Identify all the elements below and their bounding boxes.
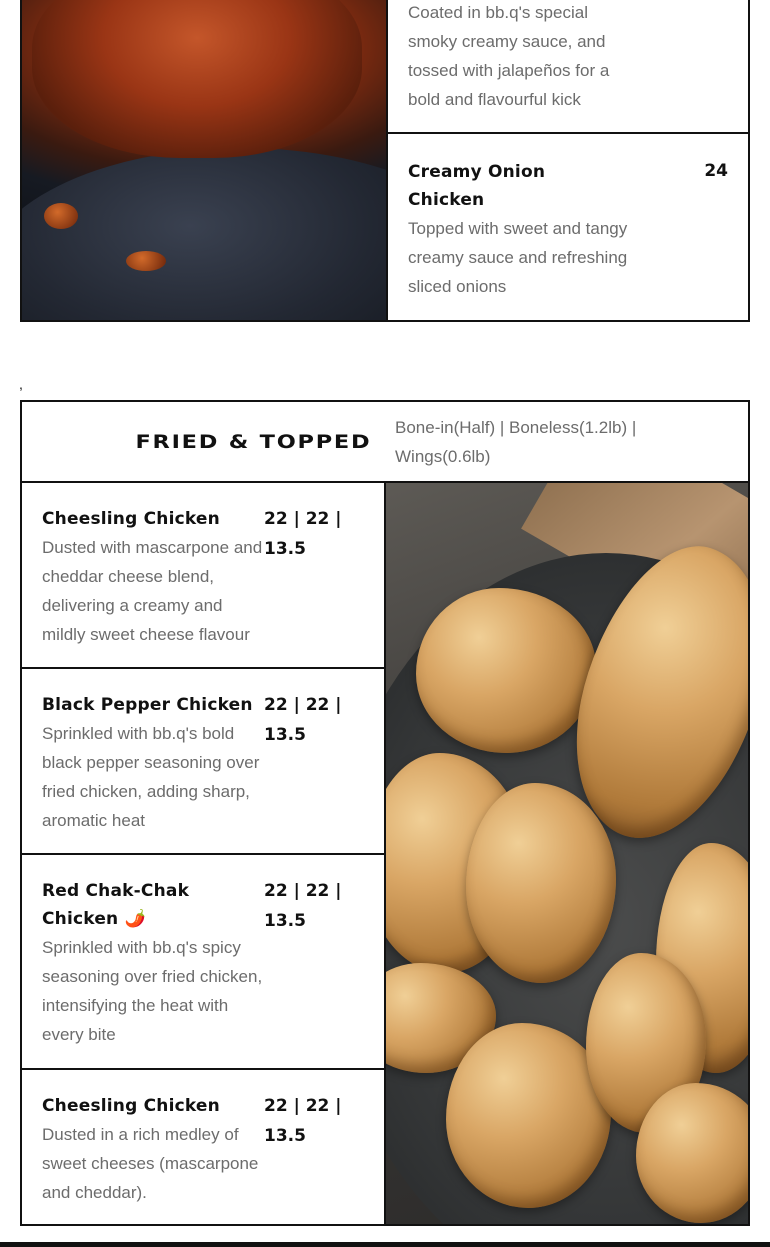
section-title: FRIED & TOPPED <box>135 430 372 453</box>
menu-item <box>22 483 384 669</box>
fried-and-topped-section <box>20 400 750 1226</box>
chicken-piece <box>466 783 616 983</box>
section-header <box>22 402 748 483</box>
menu-item <box>388 0 748 134</box>
fried-chicken-photo <box>386 483 748 1224</box>
item-name: Cheesling Chicken <box>42 509 220 529</box>
item-price: 22 | 22 | 13.5 <box>264 509 342 559</box>
item-price: 22 | 22 | 13.5 <box>264 695 342 745</box>
section-body <box>22 483 748 1224</box>
menu-item <box>22 669 384 855</box>
top-items-column <box>386 0 748 320</box>
chicken-piece <box>416 588 596 753</box>
item-description: Sprinkled with bb.q's bold black pepper seasoning over fried chicken, adding sharp, aromatic heat <box>42 724 260 830</box>
menu-item <box>22 855 384 1070</box>
sauce-drop <box>44 203 78 229</box>
plate-shape <box>22 148 386 320</box>
item-name: Red Chak-Chak Chicken 🌶️ <box>42 881 190 929</box>
item-description: Sprinkled with bb.q's spicy seasoning over fried chicken, intensifying the heat with every bite <box>42 938 263 1044</box>
menu-item <box>388 134 748 320</box>
item-price: 24 <box>704 161 728 181</box>
item-description: Topped with sweet and tangy creamy sauce and refreshing sliced onions <box>408 219 628 296</box>
glaze-shape <box>32 0 362 158</box>
bottom-divider <box>0 1242 770 1247</box>
item-price: 22 | 22 | 13.5 <box>264 1096 342 1146</box>
item-description: Dusted with mascarpone and cheddar cheese blend, delivering a creamy and mildly sweet cheese flavour <box>42 538 263 644</box>
item-price: 22 | 22 | 13.5 <box>264 881 342 931</box>
item-name: Black Pepper Chicken <box>42 695 253 715</box>
item-description: Dusted in a rich medley of sweet cheeses (mascarpone and cheddar). <box>42 1125 259 1202</box>
sauce-drop <box>126 251 166 271</box>
top-menu-block <box>20 0 750 322</box>
stray-comma: , <box>19 376 23 392</box>
item-name: Cheesling Chicken <box>42 1096 220 1116</box>
size-options: Bone-in(Half) | Boneless(1.2lb) | Wings(0.6lb) <box>395 417 637 466</box>
item-description: Coated in bb.q's special smoky creamy sauce, and tossed with jalapeños for a bold and flavourful kick <box>408 3 610 109</box>
menu-item <box>22 1070 384 1224</box>
glazed-chicken-photo <box>22 0 386 320</box>
item-name: Creamy Onion Chicken <box>408 162 546 210</box>
items-column <box>22 483 386 1224</box>
